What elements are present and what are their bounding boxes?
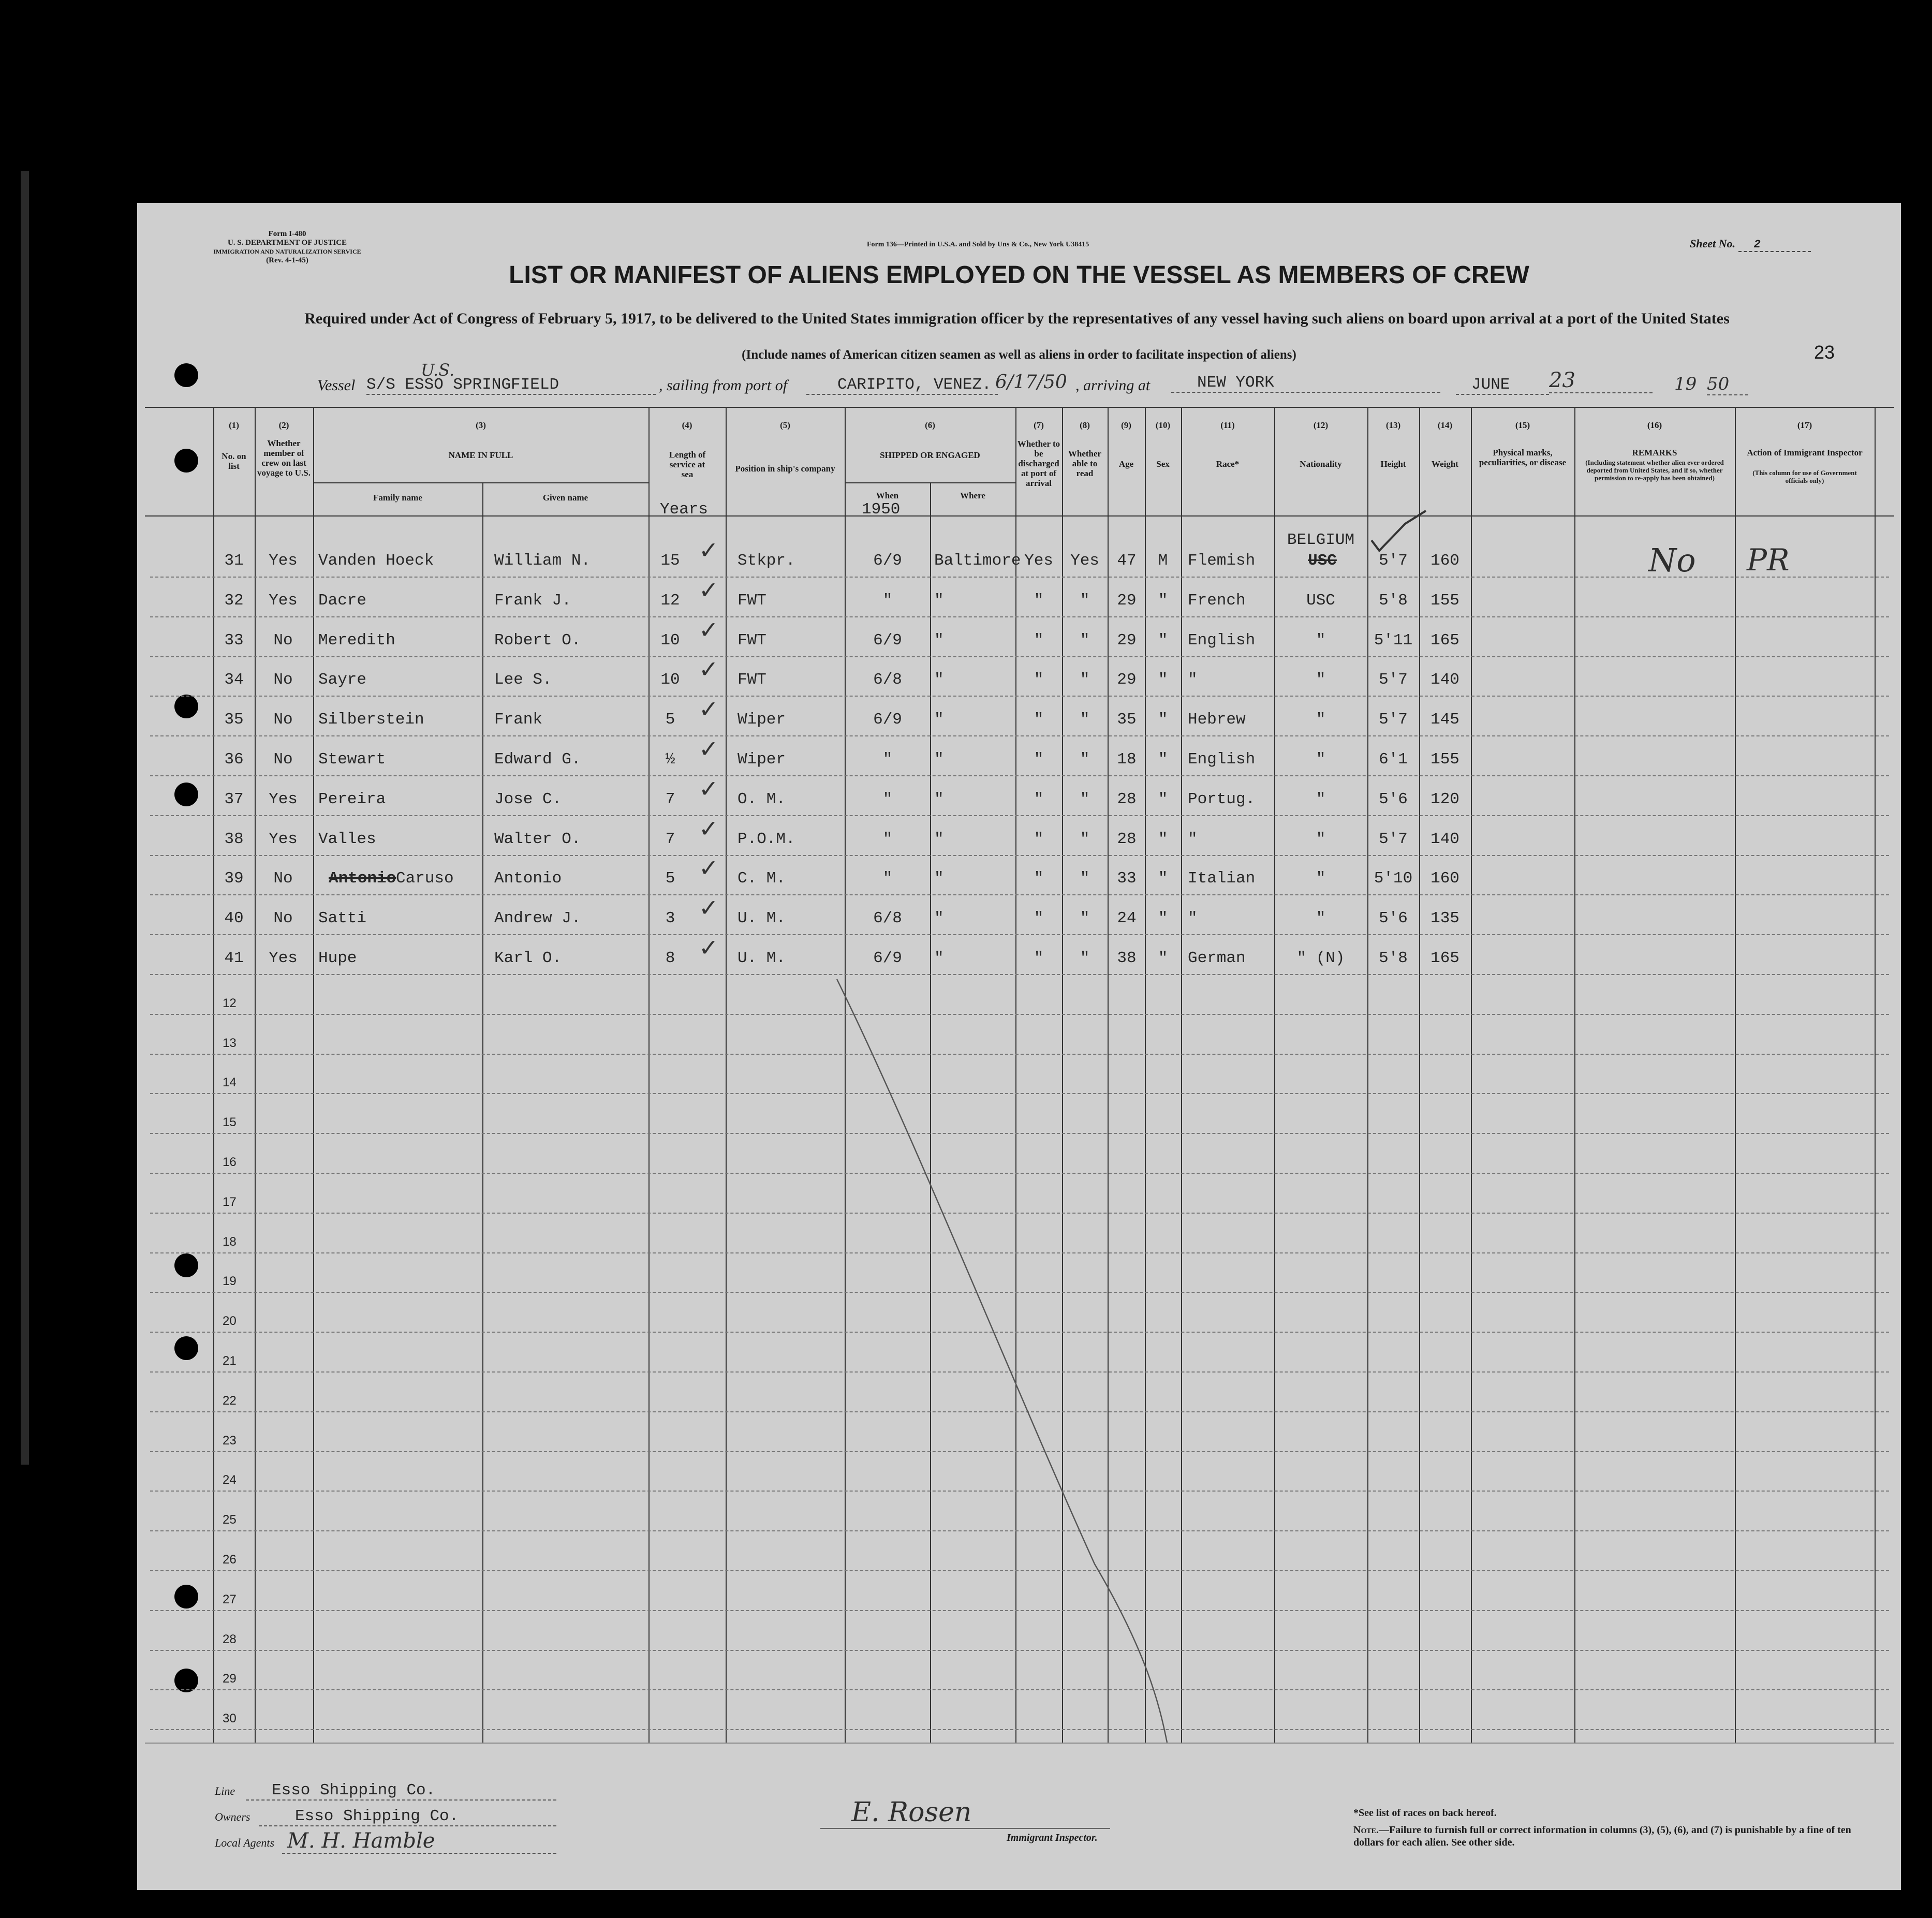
cell-where: " xyxy=(934,909,944,928)
cell-no: 32 xyxy=(224,591,244,610)
cell-family: Meredith xyxy=(318,631,395,650)
form-number: Form I-480 xyxy=(268,230,306,238)
cell-last-voyage: No xyxy=(273,711,293,729)
cell-when: 6/8 xyxy=(873,909,902,928)
cell-sex: " xyxy=(1158,830,1168,848)
form-note: (Include names of American citizen seamen as well as aliens in order to facilitate inspection of aliens) xyxy=(742,348,1296,362)
cell-given: Robert O. xyxy=(494,631,581,650)
cell-age: 28 xyxy=(1117,830,1137,848)
col14-label: Weight xyxy=(1432,459,1458,469)
blank-row-number: 12 xyxy=(223,996,237,1010)
cell-no: 33 xyxy=(224,631,244,650)
footer-agents-entry xyxy=(215,1829,577,1854)
cell-family: Sayre xyxy=(318,671,367,689)
cell-race: Hebrew xyxy=(1188,711,1246,729)
cell-weight: 155 xyxy=(1430,591,1459,610)
cell-where: " xyxy=(934,869,944,888)
cell-discharged: " xyxy=(1034,750,1044,769)
blank-row-number: 21 xyxy=(223,1354,237,1368)
cell-height: 5'7 xyxy=(1379,552,1408,570)
binder-strip xyxy=(21,171,29,1465)
cell-race: Flemish xyxy=(1188,552,1256,570)
service-check-mark: ✓ xyxy=(699,934,719,962)
sheet-value: 2 xyxy=(1738,238,1811,252)
cell-position: O. M. xyxy=(738,790,786,808)
footer-line-entry xyxy=(215,1781,577,1802)
cell-sex: " xyxy=(1158,790,1168,808)
cell-sex: " xyxy=(1158,671,1168,689)
cell-position: Wiper xyxy=(738,750,786,769)
service-check-mark: ✓ xyxy=(699,576,719,604)
cell-family: Silberstein xyxy=(318,711,424,729)
cell-no: 38 xyxy=(224,830,244,848)
cell-last-voyage: No xyxy=(273,909,293,928)
cell-nationality: " xyxy=(1316,750,1326,769)
blank-row-number: 28 xyxy=(223,1632,237,1646)
service-check-mark: ✓ xyxy=(699,735,719,763)
page-number: 23 xyxy=(1814,342,1835,363)
cell-weight: 155 xyxy=(1430,750,1459,769)
cell-given: Lee S. xyxy=(494,671,552,689)
owners-value: Esso Shipping Co. xyxy=(259,1807,556,1826)
cell-read: " xyxy=(1080,790,1090,808)
cell-service: 3 xyxy=(665,909,675,928)
cell-family: Hupe xyxy=(318,949,357,967)
service-check-mark: ✓ xyxy=(699,894,719,922)
cell-position: U. M. xyxy=(738,909,786,928)
cell-weight: 145 xyxy=(1430,711,1459,729)
cell-nationality: " xyxy=(1316,671,1326,689)
cell-race: German xyxy=(1188,949,1246,967)
cell-read: " xyxy=(1080,591,1090,610)
cell-age: 29 xyxy=(1117,671,1137,689)
cell-read: " xyxy=(1080,949,1090,967)
agents-signature: M. H. Hamble xyxy=(282,1829,556,1854)
footer-divider xyxy=(145,1743,1894,1744)
cell-position: C. M. xyxy=(738,869,786,888)
struck-family-name: Antonio xyxy=(329,869,396,888)
blank-row-number: 22 xyxy=(223,1393,237,1408)
cell-last-voyage: Yes xyxy=(269,830,298,848)
cell-age: 18 xyxy=(1117,750,1137,769)
manifest-sheet xyxy=(137,203,1901,1890)
form-subtitle: Required under Act of Congress of February 5, 1917, to be delivered to the United States immigration officer by the representatives of any vessel having such aliens on board upon arrival at a port of the United States xyxy=(304,310,1730,327)
col16-sublabel: (Including statement whether alien ever ordered deported from United States, and if so, whether permission to re-apply has been obtained) xyxy=(1585,459,1724,482)
col15-num: (15) xyxy=(1515,420,1530,430)
cell-family: Caruso xyxy=(396,869,454,888)
col5-num: (5) xyxy=(780,420,790,430)
col17-label: Action of Immigrant Inspector xyxy=(1747,448,1863,458)
cell-nationality: " (N) xyxy=(1296,949,1345,967)
agents-label: Local Agents xyxy=(215,1836,275,1849)
service-check-mark: ✓ xyxy=(699,774,719,803)
cell-discharged: " xyxy=(1034,631,1044,650)
cell-last-voyage: Yes xyxy=(269,591,298,610)
blank-row-number: 14 xyxy=(223,1075,237,1090)
col3-num: (3) xyxy=(476,420,486,430)
cell-height: 6'1 xyxy=(1379,750,1408,769)
strike-through-line xyxy=(837,979,1167,1743)
service-check-mark: ✓ xyxy=(699,615,719,644)
arrival-port: NEW YORK xyxy=(1171,374,1440,393)
blank-row-number: 16 xyxy=(223,1155,237,1169)
cell-race: French xyxy=(1188,591,1246,610)
cell-age: 29 xyxy=(1117,591,1137,610)
cell-race: Italian xyxy=(1188,869,1256,888)
cell-discharged: " xyxy=(1034,591,1044,610)
cell-height: 5'10 xyxy=(1374,869,1413,888)
cell-sex: " xyxy=(1158,631,1168,650)
col11-num: (11) xyxy=(1220,420,1235,430)
pen-marks xyxy=(137,203,1901,1890)
cell-service: 5 xyxy=(665,869,675,888)
cell-where: " xyxy=(934,750,944,769)
cell-read: " xyxy=(1080,671,1090,689)
sailing-label: , sailing from port of xyxy=(659,377,788,394)
cell-last-voyage: No xyxy=(273,631,293,650)
cell-sex: " xyxy=(1158,909,1168,928)
cell-height: 5'6 xyxy=(1379,909,1408,928)
col4-label: Length of service at sea xyxy=(669,450,706,479)
blank-row-number: 24 xyxy=(223,1473,237,1487)
cell-age: 47 xyxy=(1117,552,1137,570)
cell-weight: 165 xyxy=(1430,631,1459,650)
vessel-annotation: U.S. xyxy=(421,360,455,380)
cell-discharged: " xyxy=(1034,830,1044,848)
cell-position: FWT xyxy=(738,631,766,650)
cell-no: 40 xyxy=(224,909,244,928)
cell-when: 6/9 xyxy=(873,631,902,650)
cell-sex: M xyxy=(1158,552,1168,570)
cell-last-voyage: Yes xyxy=(269,949,298,967)
col2-label: Whether member of crew on last voyage to U.S. xyxy=(257,438,311,478)
col2-num: (2) xyxy=(278,420,289,430)
cell-where: " xyxy=(934,711,944,729)
arrival-day: 23 xyxy=(1549,368,1653,393)
cell-nationality: USC xyxy=(1306,591,1335,610)
cell-age: 29 xyxy=(1117,631,1137,650)
cell-service: 8 xyxy=(665,949,675,967)
cell-race: " xyxy=(1188,671,1198,689)
service-name: IMMIGRATION AND NATURALIZATION SERVICE xyxy=(213,248,361,255)
cell-weight: 160 xyxy=(1430,869,1459,888)
form-title: LIST OR MANIFEST OF ALIENS EMPLOYED ON THE VESSEL AS MEMBERS OF CREW xyxy=(509,261,1529,289)
col13-label: Height xyxy=(1380,459,1406,469)
cell-where: " xyxy=(934,671,944,689)
cell-last-voyage: No xyxy=(273,869,293,888)
cell-no: 31 xyxy=(224,552,244,570)
col3-label: NAME IN FULL xyxy=(448,450,513,460)
races-note: *See list of races on back hereof. xyxy=(1353,1807,1497,1819)
col4-num: (4) xyxy=(682,420,692,430)
cell-given: Jose C. xyxy=(494,790,562,808)
col6-label: SHIPPED OR ENGAGED xyxy=(880,450,980,460)
col12-num: (12) xyxy=(1313,420,1329,430)
cell-family: Stewart xyxy=(318,750,386,769)
arrival-year-prefix: 19 xyxy=(1674,374,1697,394)
cell-nationality: " xyxy=(1316,790,1326,808)
cell-last-voyage: No xyxy=(273,671,293,689)
cell-race: " xyxy=(1188,830,1198,848)
cell-where: " xyxy=(934,631,944,650)
arriving-label: , arriving at xyxy=(1075,377,1151,394)
blank-row-number: 19 xyxy=(223,1274,237,1289)
departure-port: CARIPITO, VENEZ. xyxy=(806,376,998,395)
cell-when: " xyxy=(882,869,893,888)
cell-discharged: " xyxy=(1034,711,1044,729)
cell-no: 35 xyxy=(224,711,244,729)
col16-num: (16) xyxy=(1647,420,1662,430)
service-check-mark: ✓ xyxy=(699,814,719,843)
cell-nationality: " xyxy=(1316,631,1326,650)
cell-no: 39 xyxy=(224,869,244,888)
sheet-label: Sheet No. xyxy=(1690,237,1735,250)
blank-row-number: 30 xyxy=(223,1712,237,1726)
cell-read: Yes xyxy=(1070,552,1099,570)
cell-last-voyage: Yes xyxy=(269,552,298,570)
inspector-initials: PR xyxy=(1747,542,1790,578)
cell-discharged: " xyxy=(1034,949,1044,967)
cell-given: Edward G. xyxy=(494,750,581,769)
cell-last-voyage: Yes xyxy=(269,790,298,808)
cell-when: 6/9 xyxy=(873,552,902,570)
cell-read: " xyxy=(1080,631,1090,650)
cell-where: " xyxy=(934,790,944,808)
cell-height: 5'8 xyxy=(1379,591,1408,610)
cell-no: 36 xyxy=(224,750,244,769)
cell-given: Frank xyxy=(494,711,543,729)
blank-row-number: 13 xyxy=(223,1036,237,1050)
cell-when: 6/9 xyxy=(873,949,902,967)
col7-label: Whether to be discharged at port of arrival xyxy=(1017,439,1060,488)
cell-family: Dacre xyxy=(318,591,367,610)
cell-height: 5'8 xyxy=(1379,949,1408,967)
cell-sex: " xyxy=(1158,949,1168,967)
vessel-name: S/S ESSO SPRINGFIELD xyxy=(366,376,656,395)
cell-discharged: " xyxy=(1034,671,1044,689)
footer-owners-entry xyxy=(215,1807,577,1828)
col10-num: (10) xyxy=(1155,420,1171,430)
cell-height: 5'7 xyxy=(1379,711,1408,729)
col8-label: Whether able to read xyxy=(1068,449,1102,478)
inspector-signature: E. Rosen xyxy=(820,1797,1110,1829)
col5-label: Position in ship's company xyxy=(735,464,835,474)
cell-position: Wiper xyxy=(738,711,786,729)
cell-age: 24 xyxy=(1117,909,1137,928)
blank-row-number: 25 xyxy=(223,1513,237,1527)
col3-given-label: Given name xyxy=(542,493,588,503)
cell-given: Antonio xyxy=(494,869,562,888)
cell-age: 33 xyxy=(1117,869,1137,888)
col12-label: Nationality xyxy=(1300,459,1342,469)
cell-when: 6/8 xyxy=(873,671,902,689)
cell-family: Pereira xyxy=(318,790,386,808)
col1-num: (1) xyxy=(229,420,239,430)
line-label: Line xyxy=(215,1784,235,1797)
col6-when-label: When xyxy=(876,491,899,500)
cell-nationality: " xyxy=(1316,711,1326,729)
col9-label: Age xyxy=(1118,459,1134,469)
service-check-mark: ✓ xyxy=(699,695,719,724)
cell-nationality: BELGIUM xyxy=(1287,531,1355,549)
cell-family: Satti xyxy=(318,909,367,928)
nationality-check-mark xyxy=(1371,511,1426,551)
cell-sex: " xyxy=(1158,869,1168,888)
col8-num: (8) xyxy=(1080,420,1090,430)
arrival-year-suffix: 50 xyxy=(1707,374,1748,395)
cell-service: 10 xyxy=(660,631,680,650)
cell-no: 41 xyxy=(224,949,244,967)
blank-row-number: 23 xyxy=(223,1433,237,1448)
col4-unit: Years xyxy=(660,500,709,519)
col11-label: Race* xyxy=(1216,459,1240,469)
cell-where: " xyxy=(934,591,944,610)
cell-position: P.O.M. xyxy=(738,830,795,848)
col9-num: (9) xyxy=(1121,420,1131,430)
cell-given: Frank J. xyxy=(494,591,571,610)
cell-discharged: " xyxy=(1034,790,1044,808)
col13-num: (13) xyxy=(1385,420,1401,430)
cell-nationality: " xyxy=(1316,830,1326,848)
cell-given: Karl O. xyxy=(494,949,562,967)
blank-row-number: 15 xyxy=(223,1115,237,1130)
cell-service: 7 xyxy=(665,830,675,848)
service-check-mark: ✓ xyxy=(699,655,719,684)
cell-weight: 135 xyxy=(1430,909,1459,928)
cell-read: " xyxy=(1080,750,1090,769)
cell-where: " xyxy=(934,949,944,967)
inspector-label: Immigrant Inspector. xyxy=(1007,1832,1098,1843)
cell-read: " xyxy=(1080,909,1090,928)
cell-given: Walter O. xyxy=(494,830,581,848)
cell-service: 7 xyxy=(665,790,675,808)
remarks-note: No xyxy=(1648,541,1696,579)
blank-row-number: 18 xyxy=(223,1234,237,1249)
cell-sex: " xyxy=(1158,750,1168,769)
revision: (Rev. 4-1-45) xyxy=(266,256,308,264)
cell-service: 12 xyxy=(660,591,680,610)
cell-nationality: " xyxy=(1316,909,1326,928)
col14-num: (14) xyxy=(1437,420,1453,430)
cell-position: Stkpr. xyxy=(738,552,795,570)
cell-weight: 165 xyxy=(1430,949,1459,967)
cell-service: 10 xyxy=(660,671,680,689)
cell-weight: 140 xyxy=(1430,830,1459,848)
cell-read: " xyxy=(1080,869,1090,888)
cell-weight: 140 xyxy=(1430,671,1459,689)
cell-height: 5'7 xyxy=(1379,830,1408,848)
cell-service: ½ xyxy=(665,750,675,769)
cell-nationality: " xyxy=(1316,869,1326,888)
cell-when: " xyxy=(882,750,893,769)
blank-row-number: 27 xyxy=(223,1592,237,1606)
cell-position: U. M. xyxy=(738,949,786,967)
service-check-mark: ✓ xyxy=(699,854,719,882)
col10-label: Sex xyxy=(1156,459,1170,469)
cell-where: Baltimore xyxy=(934,552,1021,570)
cell-given: Andrew J. xyxy=(494,909,581,928)
cell-discharged: Yes xyxy=(1024,552,1053,570)
vessel-label: Vessel xyxy=(317,377,356,394)
department: U. S. DEPARTMENT OF JUSTICE xyxy=(227,239,347,247)
cell-when: " xyxy=(882,830,893,848)
sail-date: 6/17/50 xyxy=(995,372,1067,393)
cell-age: 38 xyxy=(1117,949,1137,967)
cell-position: FWT xyxy=(738,591,766,610)
note-label: Note. xyxy=(1353,1824,1379,1836)
cell-service: 5 xyxy=(665,711,675,729)
col7-num: (7) xyxy=(1034,420,1044,430)
cell-service: 15 xyxy=(660,552,680,570)
cell-age: 28 xyxy=(1117,790,1137,808)
blank-row-number: 20 xyxy=(223,1314,237,1329)
col1-label: No. on list xyxy=(222,451,246,471)
cell-height: 5'11 xyxy=(1374,631,1413,650)
note-text: —Failure to furnish full or correct information in columns (3), (5), (6), and (7) is punishable by a fine of ten dollars for each alien. See other side. xyxy=(1353,1824,1851,1848)
cell-read: " xyxy=(1080,711,1090,729)
col3-family-label: Family name xyxy=(373,493,422,503)
cell-height: 5'7 xyxy=(1379,671,1408,689)
penalty-note xyxy=(1353,1824,1871,1849)
cell-race: " xyxy=(1188,909,1198,928)
col15-label: Physical marks, peculiarities, or disease xyxy=(1479,448,1567,467)
cell-age: 35 xyxy=(1117,711,1137,729)
cell-where: " xyxy=(934,830,944,848)
cell-last-voyage: No xyxy=(273,750,293,769)
col17-sublabel: (This column for use of Government officials only) xyxy=(1752,469,1857,484)
cell-race: English xyxy=(1188,750,1256,769)
blank-row-number: 29 xyxy=(223,1672,237,1686)
printer-line: Form 136—Printed in U.S.A. and Sold by Uns & Co., New York U38415 xyxy=(867,241,1089,248)
cell-read: " xyxy=(1080,830,1090,848)
blank-row-number: 17 xyxy=(223,1194,237,1209)
cell-sex: " xyxy=(1158,711,1168,729)
cell-race: English xyxy=(1188,631,1256,650)
cell-position: FWT xyxy=(738,671,766,689)
struck-nationality: USC xyxy=(1308,552,1337,570)
cell-no: 37 xyxy=(224,790,244,808)
col6-where-label: Where xyxy=(960,491,985,500)
cell-sex: " xyxy=(1158,591,1168,610)
cell-when: " xyxy=(882,790,893,808)
cell-given: William N. xyxy=(494,552,591,570)
cell-when: " xyxy=(882,591,893,610)
cell-weight: 120 xyxy=(1430,790,1459,808)
col6-year: 1950 xyxy=(862,500,901,519)
service-check-mark: ✓ xyxy=(699,536,719,564)
owners-label: Owners xyxy=(215,1810,250,1823)
cell-no: 34 xyxy=(224,671,244,689)
cell-discharged: " xyxy=(1034,909,1044,928)
col16-label: REMARKS xyxy=(1632,448,1677,458)
cell-family: Vanden Hoeck xyxy=(318,552,434,570)
col6-num: (6) xyxy=(925,420,935,430)
cell-discharged: " xyxy=(1034,869,1044,888)
blank-row-number: 26 xyxy=(223,1553,237,1567)
cell-when: 6/9 xyxy=(873,711,902,729)
arrival-month: JUNE xyxy=(1456,376,1549,395)
line-value: Esso Shipping Co. xyxy=(246,1781,556,1801)
cell-height: 5'6 xyxy=(1379,790,1408,808)
cell-weight: 160 xyxy=(1430,552,1459,570)
cell-family: Valles xyxy=(318,830,376,848)
cell-race: Portug. xyxy=(1188,790,1256,808)
col17-num: (17) xyxy=(1797,420,1812,430)
